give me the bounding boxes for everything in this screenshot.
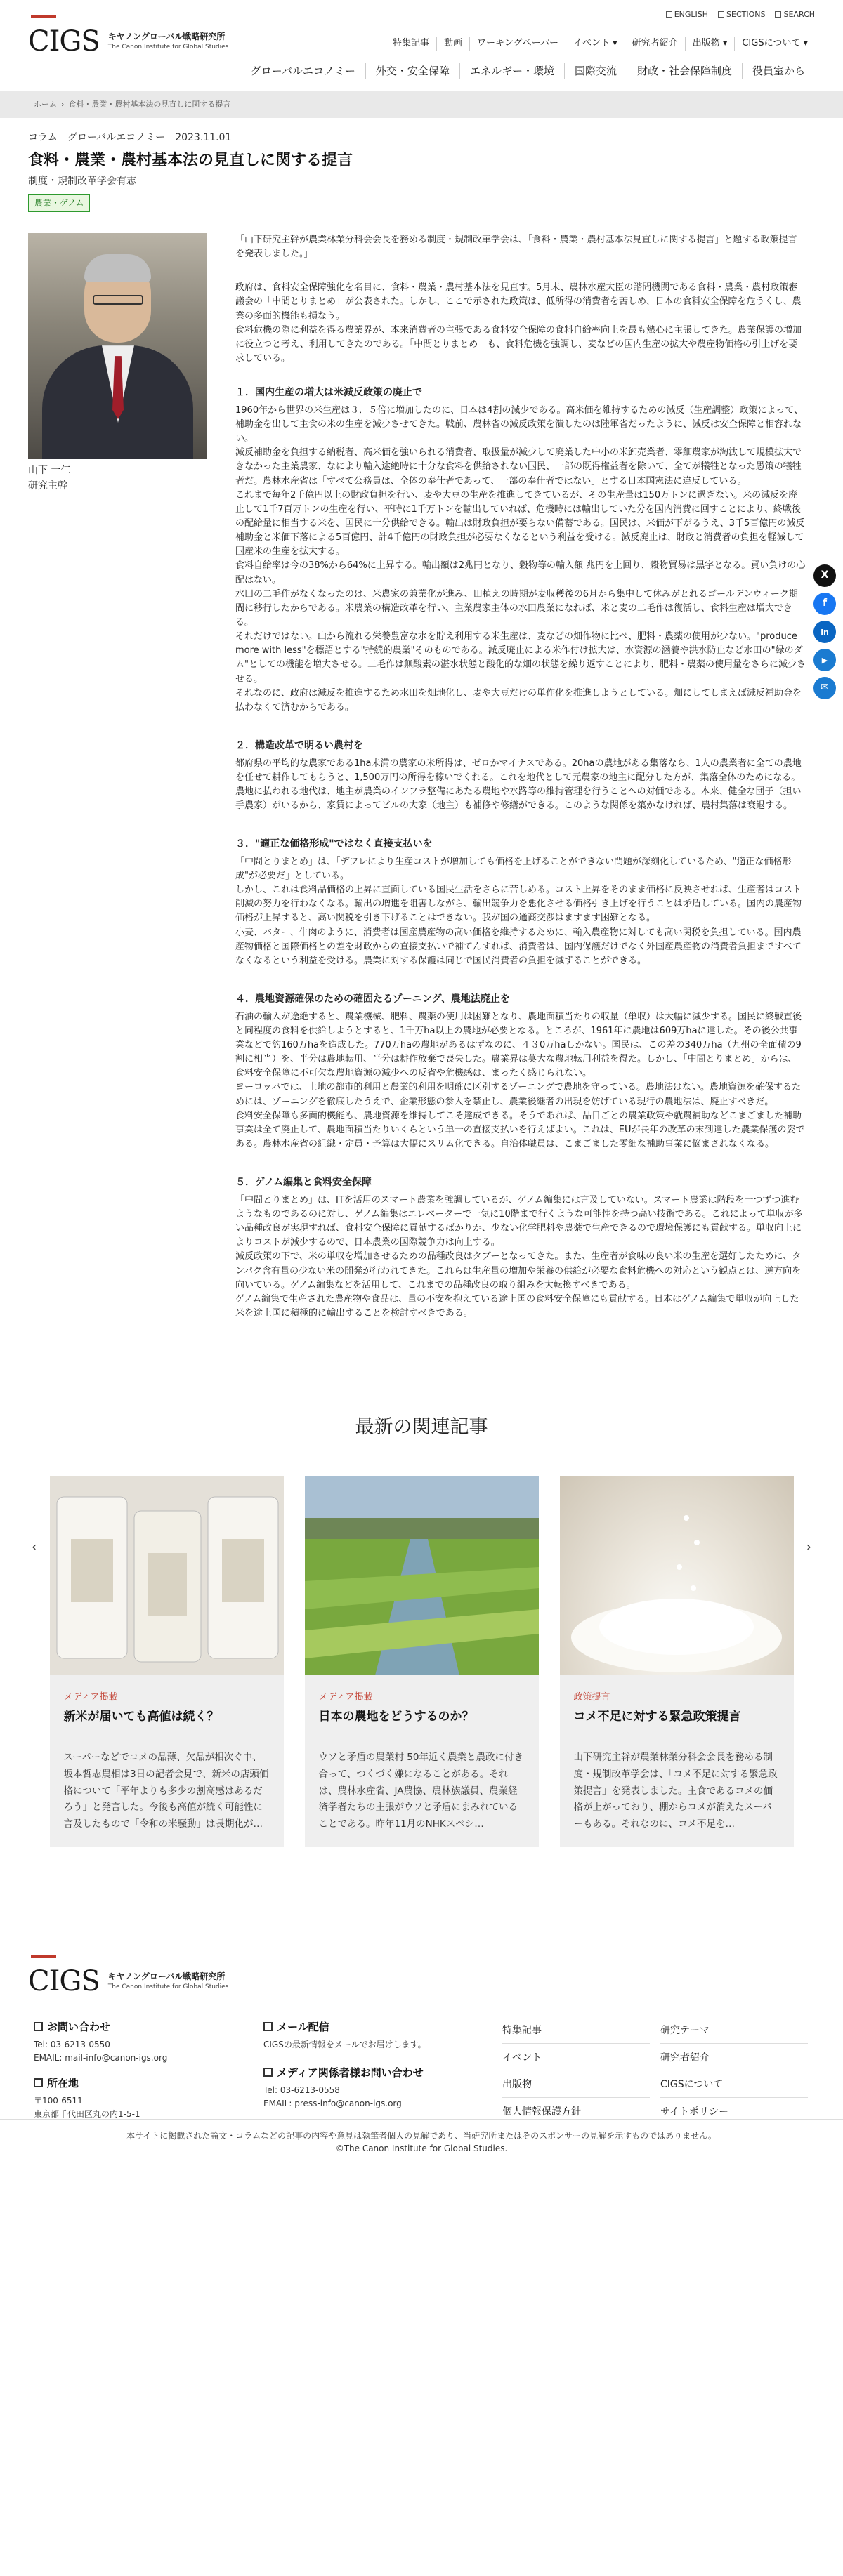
x-share-icon[interactable]: X [813, 564, 836, 587]
section-heading: ４．農地資源確保のための確固たるゾーニング、農地法廃止を [235, 993, 510, 1005]
section-paragraph: 都府県の平均的な農家である1ha未満の農家の米所得は、ゼロかマイナスである。20haの農地がある集落なら、1人の農業者に全ての農地を任せて耕作してもらうと、1,500万円の所得を稼いでくれる。これを地代として元農家の地主に配分した方が、集落全体のためになる。 [235, 758, 802, 783]
footer-contact: お問い合わせ Tel: 03-6213-0550 EMAIL: mail-info@canon-igs.org [34, 2019, 167, 2064]
carousel-prev-icon[interactable]: ‹ [32, 1540, 37, 1555]
share-buttons [813, 564, 836, 699]
footer-link[interactable]: 研究者紹介 [660, 2047, 808, 2071]
section-paragraph: 食料安全保障も多面的機能も、農地資源を維持してこそ達成できる。そうであれば、品目ごとの農業政策や就農補助などこまごました補助事業は全て廃止して、農地面積当たりいくらという単一の直接支払いを行えばよい。これは、EUが長年の改革の末到達した農業保護の姿である。農林水産省の組織・定員・予算は大幅にスリム化できる。自治体職員は、こまごました零細な補助事業に悩まされなくなる。 [235, 1110, 805, 1149]
footer-links-right [660, 2019, 808, 2128]
card-image [305, 1476, 539, 1675]
utility-nav [666, 8, 815, 20]
topic-exchange[interactable]: 国際交流 [564, 63, 627, 79]
nav-videos[interactable]: 動画 [436, 37, 469, 51]
card-category: メディア掲載 [63, 1691, 118, 1703]
related-card[interactable] [560, 1476, 794, 1847]
section-heading: １．国内生産の増大は米減反政策の廃止で [235, 387, 422, 399]
card-image [560, 1476, 794, 1675]
footer-link[interactable]: サイトポリシー [660, 2101, 808, 2125]
card-description: ウソと矛盾の農業村 50年近く農業と農政に付き合って、つくづく嫌になることがある。それは、農林水産省、JA農協、農林族議員、農業経済学者たちの主張がウソと矛盾にまみれていることである。昨年11月のNHKスペシ… [318, 1752, 523, 1830]
footer-logo[interactable]: CIGS キヤノングローバル戦略研究所 The Canon Institute for Global Studies [28, 1960, 228, 2003]
section-paragraph: 減反補助金を負担する納税者、高米価を強いられる消費者、取扱量が減少して廃業した中小の米卸売業者、零細農家が淘汰して規模拡大できなかった主業農家、なにより輸入途絶時に十分な食料を供給されない国民、一部の既得権益者を除いて、全てが犠牲となった愚策の犠牲者だ。農林水産省は「すべて公務員は、全体の奉仕者であって、一部の奉仕者ではない」とする日本国憲法に違反している。 [235, 447, 802, 487]
card-category: メディア掲載 [318, 1691, 373, 1703]
related-card[interactable] [50, 1476, 284, 1847]
section-paragraph: 石油の輸入が途絶すると、農業機械、肥料、農薬の使用は困難となり、農地面積当たりの収量（単収）は大幅に減少する。国民に終戦直後と同程度の食料を供給しようとすると、1千万ha以上の農地が必要となる。ところが、1961年に農地は609万haに達した。その後公共事業などで約160万haを造成した。770万haの農地があるはずなのに、４３0万haしかない。国民は、この差の340万ha（九州の全面積の9割に相当）を、半分は農地転用、半分は耕作放棄で喪失した。農業界は莫大な農地転用利益を得た。しかし、「中間とりまとめ」からは、食料安全保障に不可欠な農地資源の減少への反省や危機感は、まったく感じられない。 [235, 1011, 802, 1079]
topic-tag[interactable]: 農業・ゲノム [28, 194, 90, 212]
site-header [0, 0, 843, 91]
menu-icon [718, 11, 724, 18]
mail-share-icon[interactable]: ✉ [813, 677, 836, 699]
contact-email[interactable]: EMAIL: mail-info@canon-igs.org [34, 2052, 168, 2063]
topic-energy[interactable]: エネルギー・環境 [459, 63, 564, 79]
section-paragraph: 小麦、バター、牛肉のように、消費者は国産農産物の高い価格を維持するために、輸入農産物に対しても高い関税を負担している。国内農産物価格と国際価格との差を財政からの直接支払いで補てんすれば、消費者は、国内保護だけでなく外国産農産物の消費者負担まですべてなくなるという利益を受ける。農業に対する保護は同じで国民消費者の負担を減ずることができる。 [235, 927, 802, 966]
site-footer [0, 1924, 843, 2162]
article-type: コラム [28, 132, 58, 143]
logo-en: The Canon Institute for Global Studies [107, 44, 229, 51]
facebook-share-icon[interactable]: f [813, 593, 836, 615]
sections-link[interactable]: SECTIONS [718, 8, 765, 20]
section-heading: ２．構造改革で明るい農村を [235, 739, 363, 751]
article-body [235, 233, 806, 1321]
linkedin-share-icon[interactable]: in [813, 621, 836, 643]
related-articles [0, 1349, 843, 1847]
footer-link[interactable]: 特集記事 [502, 2019, 650, 2044]
topic-global-economy[interactable]: グローバルエコノミー [250, 65, 355, 77]
search-icon [775, 11, 781, 18]
intro-paragraph: 食料危機の際に利益を得る農業界が、本来消費者の主張である食料安全保障の食料自給率向上を最も熱心に主張してきた。農業保護の増加に役立つと考え、利用してきたのである。「中間とりまとめ」も、食料危機を強調し、麦などの国内生産の拡大や農産物価格の引上げを要求している。 [235, 324, 802, 364]
location-icon [34, 2078, 43, 2087]
breadcrumb-separator: › [61, 100, 65, 110]
section-paragraph: 「中間とりまとめ」は、「デフレにより生産コストが増加しても価格を上げることができない問題が深刻化しているため、"適正な価格形成"が必要だ」としている。 [235, 856, 792, 882]
author-name[interactable]: 山下 一仁 [28, 465, 71, 477]
section-heading: ５．ゲノム編集と食料安全保障 [235, 1177, 372, 1189]
logo-jp: キヤノングローバル戦略研究所 [107, 31, 226, 41]
footer-link[interactable]: 個人情報保護方針 [502, 2101, 650, 2125]
topic-nav [241, 63, 815, 79]
article-intro [235, 281, 806, 366]
globe-icon [666, 11, 672, 18]
nav-researchers[interactable]: 研究者紹介 [625, 37, 685, 51]
card-description: スーパーなどでコメの品薄、欠品が相次ぐ中、坂本哲志農相は3日の記者会見で、新米の店頭価格について「平年よりも多少の割高感はあるだろう」と発言した。今後も高値が続く可能性に言及したもので「令和の米騒動」は長期化が… [63, 1752, 269, 1830]
copyright: ©The Canon Institute for Global Studies. [335, 2144, 508, 2154]
topic-executive[interactable]: 役員室から [742, 63, 815, 79]
topic-diplomacy[interactable]: 外交・安全保障 [365, 63, 459, 79]
card-image [50, 1476, 284, 1675]
breadcrumb [0, 91, 843, 118]
related-heading: 最新の関連記事 [355, 1416, 488, 1439]
footer-media: メディア関係者様お問い合わせ Tel: 03-6213-0558 EMAIL: press-info@canon-igs.org [263, 2065, 424, 2110]
intro-paragraph: 政府は、食料安全保障強化を名目に、食料・農業・農村基本法を見直す。5月末、農林水産大臣の諮問機関である食料・農業・農村政策審議会の「中間とりまとめ」が公表された。しかし、ここで示された政策は、低所得の消費者を苦しめ、日本の食料安全保障を危うくし、農業の多面的機能も損なう。 [235, 282, 802, 322]
author-photo [28, 233, 207, 459]
section-paragraph: ヨーロッパでは、土地の都市的利用と農業的利用を明確に区別するゾーニングで農地を守っている。農地法はない。農地資源を確保するためには、ゾーニングを徹底したうえで、企業形態の参入を禁止し、農業後継者の出現を妨げている現行の農地法は、廃止すべきだ。 [235, 1082, 801, 1107]
footer-link[interactable]: 出版物 [502, 2073, 650, 2098]
nav-publications[interactable]: 出版物 ▾ [685, 37, 735, 51]
newsletter-link[interactable]: CIGSの最新情報をメールでお届けします。 [263, 2040, 426, 2050]
site-logo[interactable] [28, 20, 228, 63]
article-lead: 「山下研究主幹が農業林業分科会会長を務める制度・規制改革学会は、「食料・農業・農村基本法見直しに関する提言」と題する政策提言を発表しました。」 [235, 235, 797, 260]
mail-icon [263, 2022, 273, 2031]
card-title: 日本の農地をどうするのか？ [318, 1710, 474, 1724]
section-paragraph: 農地に払われる地代は、地主が農業のインフラ整備にあたる農地や水路等の維持管理を行うことへの対価である。本来、健全な団子（担い手農家）がいるから、家賃によってビルの大家（地主）も補修や修繕ができる。このような関係を築かなければ、農村集落は衰退する。 [235, 786, 802, 812]
section-paragraph: しかし、これは食料品価格の上昇に直面している国民生活をさらに苦しめる。コスト上昇をそのまま価格に反映させれば、生産者はコスト削減の努力を行わなくなる。輸出の増進を阻害しながら、輸出競争力を悪化させる価格引き上げを行うことは矛盾している。国内の農産物価格が上昇すると、高い関税を引き下げることはできない。我が国の通商交渉はますます困難となる。 [235, 885, 802, 924]
article-category[interactable]: グローバルエコノミー [67, 132, 166, 143]
search-link[interactable]: SEARCH [775, 8, 815, 20]
section-paragraph: ゲノム編集で生産された農産物や食品は、量の不安を抱えている途上国の食料安全保障にも貢献する。日本はゲノム編集で単収が向上した米を途上国に積極的に輸出することを検討すべきである。 [235, 1293, 799, 1319]
topic-fiscal[interactable]: 財政・社会保障制度 [627, 63, 742, 79]
english-link[interactable]: ENGLISH [666, 8, 708, 20]
section-paragraph: 減反政策の下で、米の単収を増加させるための品種改良はタブーとなってきた。また、生産者が食味の良い米の生産を選好したために、タンパク含有量の少ない米の開発が行われてきた。これらは生産量の増加や栄養の供給が必要な食料危機への対応という観点とは、逆方向を向いている。ゲノム編集などを活用して、これまでの品種改良の取り組みを大転換すべきである。 [235, 1251, 802, 1290]
card-description: 山下研究主幹が農業林業分科会会長を務める制度・規制改革学会は、「コメ不足に対する緊急政策提言」を発表しました。主食であるコメの価格が上がっており、棚からコメが消えたスーパーもある。それなのに、コメ不足を… [573, 1752, 778, 1830]
section-heading: ３．"適正な価格形成"ではなく直接支払いを [235, 838, 433, 850]
section-paragraph: 「中間とりまとめ」は、ITを活用のスマート農業を強調しているが、ゲノム編集には言及していない。スマート農業は階段を一つずつ進むようなものであるのに対し、ゲノム編集はエレベーターで一気に10階まで行くような可能性を持つ高い技術である。これによって単収が多い品種改良が実現すれば、食料安全保障に貢献するばかりか、少ない化学肥料や農薬で生産できるので環境保護にも貢献する。単収向上によりコストが減少するので、日本農業の国際競争力は向上する。 [235, 1194, 803, 1248]
author-block [28, 233, 207, 494]
article-content [0, 233, 843, 1321]
footer-link[interactable]: 研究テーマ [660, 2019, 808, 2044]
page-title: 食料・農業・農村基本法の見直しに関する提言 [28, 151, 353, 169]
press-email[interactable]: EMAIL: press-info@canon-igs.org [263, 2098, 402, 2108]
nav-events[interactable]: イベント ▾ [566, 37, 625, 51]
article-subtitle: 制度・規制改革学会有志 [28, 175, 136, 187]
related-cards [0, 1476, 843, 1847]
article-date: 2023.11.01 [175, 132, 232, 143]
author-role: 研究主幹 [28, 480, 67, 491]
youtube-icon[interactable]: ▶ [813, 649, 836, 671]
disclaimer: 本サイトに掲載された論文・コラムなどの記事の内容や意見は執筆者個人の見解であり、当研究所またはそのスポンサーの見解を示すものではありません。 [126, 2130, 717, 2141]
logo-mark: CIGS [28, 20, 100, 63]
footer-mail: メール配信 CIGSの最新情報をメールでお届けします。 [263, 2019, 426, 2052]
press-icon [263, 2068, 273, 2077]
card-title: 新米が届いても高値は続く？ [63, 1710, 219, 1724]
article-meta [28, 131, 815, 146]
section-paragraph: 1960年から世界の米生産は３．５倍に増加したのに、日本は4割の減少である。高米価を維持するための減反（生産調整）政策によって、補助金を出して主食の米の生産を減少させてきた。戦前、農林省の減反政策を潰したのは陸軍省だったように、減反は安全保障と相容れない。 [235, 404, 804, 444]
article-sections [235, 385, 806, 1321]
nav-features[interactable]: 特集記事 [393, 38, 430, 48]
section-paragraph: 水田の二毛作がなくなったのは、米農家の兼業化が進み、田植えの時期が麦収穫後の6月から集中して休みがとれるゴールデンウィーク期間に移行したからである。米農業の構造改革を行い、主業農家主体の水田農業になれば、米と麦の二毛作は復活し、食料生産は増大できる。 [235, 588, 798, 628]
phone-icon [34, 2022, 43, 2031]
section-paragraph: それだけではない。山から流れる栄養豊富な水を貯え利用する米生産は、麦などの畑作物に比べ、肥料・農薬の使用が少ない。"produce more with less"を標語とする"持続的農業"そのものである。減反廃止による米作付け拡大は、水資源の涵養や洪水防止など水田の"緑のダム"としての機能を増大させる。二毛作は無酸素の湛水状態と酸化的な畑の状態を繰り返すことにより、肥料・農薬の使用量をさらに減少させる。 [235, 631, 806, 685]
section-paragraph: それなのに、政府は減反を推進するため水田を畑地化し、麦や大豆だけの単作化を推進しようとしている。畑にしてしまえば減反補助金を払わなくて済むからである。 [235, 687, 802, 713]
footer-link[interactable]: イベント [502, 2047, 650, 2071]
article-header [0, 118, 843, 212]
footer-bottom [0, 2119, 843, 2162]
section-paragraph: これまで毎年2千億円以上の財政負担を行い、麦や大豆の生産を推進してきているが、その生産量は150万トンに過ぎない。米の減反を廃止して1千7百万トンの生産を行い、平時に1千万トンを輸出していれば、危機時には輸出していた分を国内消費に回すことにより、終戦後の配給量に相当する米を、国民に十分供給できる。輸出は財政負担が要らない備蓄である。国民は、米価が下がるうえ、3千5百億円の減反補助金と米価下落による5百億円、計4千億円の財政負担が必要なくなるという利益を受ける。減反廃止は、財政と消費者の負担を軽減して国産米の生産を拡大する。 [235, 489, 805, 557]
breadcrumb-home[interactable]: ホーム [34, 100, 57, 110]
footer-address: 所在地 〒100-6511 東京都千代田区丸の内1-5-1 [34, 2076, 140, 2119]
nav-about[interactable]: CIGSについて ▾ [734, 37, 815, 51]
section-paragraph: 食料自給率は今の38%から64%に上昇する。輸出額は2兆円となり、穀物等の輸入額 兆円を上回り、穀物貿易は黒字となる。買い負けの心配はない。 [235, 560, 806, 586]
main-nav [386, 37, 815, 51]
card-category: 政策提言 [573, 1691, 610, 1703]
footer-links-left [502, 2019, 650, 2128]
nav-working-papers[interactable]: ワーキングペーパー [469, 37, 566, 51]
carousel-next-icon[interactable]: › [806, 1540, 811, 1555]
related-card[interactable] [305, 1476, 539, 1847]
breadcrumb-current: 食料・農業・農村基本法の見直しに関する提言 [68, 100, 231, 110]
footer-link[interactable]: CIGSについて [660, 2073, 808, 2098]
card-title: コメ不足に対する緊急政策提言 [573, 1710, 741, 1724]
